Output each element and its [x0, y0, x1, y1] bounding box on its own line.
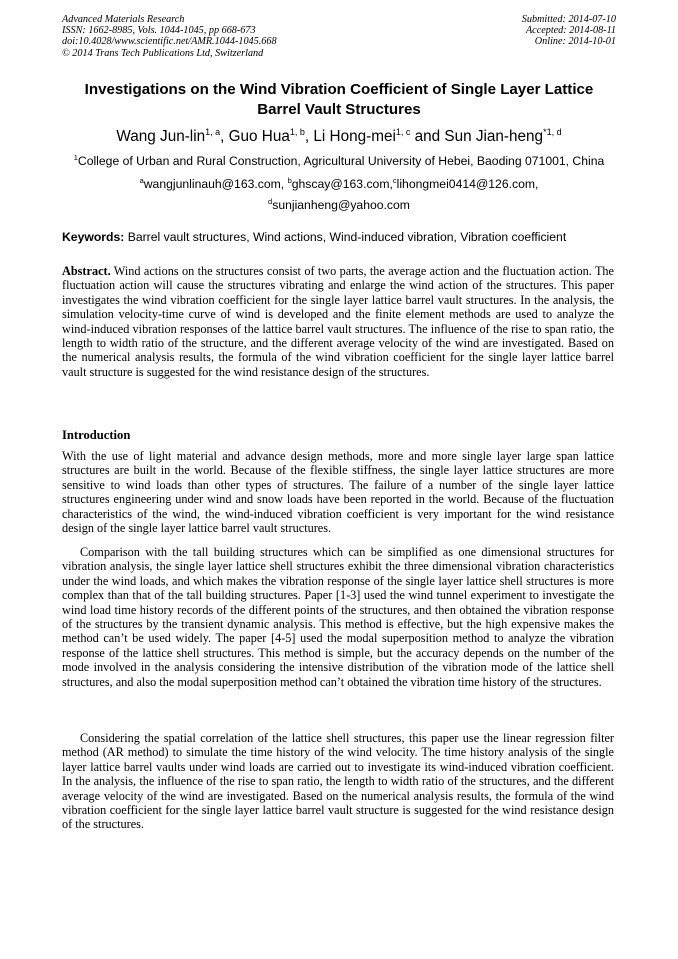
- author-list: [20, 122, 658, 147]
- abstract-line: different average velocity of the wind are investigated. Based on the numerical analysis results, the: [62, 336, 614, 365]
- intro-paragraph-2: [62, 545, 614, 689]
- paragraph-line: structures, and also the modal superposition method can’t obtained the vibration time history of the: [62, 674, 548, 689]
- title-line: Barrel Vault Structures: [257, 100, 421, 118]
- accepted-date: Accepted: 2014-08-11: [525, 25, 616, 37]
- paragraph-line: is very important for the wind resistance design of the single layer lattice barrel vault structures.: [62, 506, 615, 536]
- paragraph-line: characteristics under the wind loads, and which makes the vibration response of the single layer: [62, 559, 615, 588]
- paragraph-line: Comparison with the tall building structures which can be simplified as one dimensional structures: [80, 545, 595, 559]
- author-affil-sup: 1, b: [289, 127, 305, 137]
- paragraph-line: in the analysis considering the intensive distribution of the vibration mode of the lattice shell: [140, 660, 615, 675]
- keywords: [62, 229, 622, 245]
- journal-info-line: Advanced Materials Research: [62, 14, 185, 25]
- journal-info-line: ISSN: 1662-8985, Vols. 1044-1045, pp 668-673: [62, 25, 256, 37]
- author-affil-sup: 1, c: [395, 127, 411, 137]
- journal-info-line: doi:10.4028/www.scientific.net/AMR.1044-1045.668: [62, 36, 277, 48]
- paragraph-line: The paper [4-5] used the modal superposition method to analyze the vibration response of the lattice: [62, 631, 614, 660]
- paragraph-line: shell structures. This method is simple, but the accuracy depends on the number of the mode involved: [62, 645, 614, 675]
- paper-title: [40, 80, 638, 119]
- paragraph-line: Considering the spatial correlation of the lattice shell structures, this paper use the linear: [80, 731, 531, 745]
- email-address[interactable]: lihongmei0414@126.com,: [396, 177, 539, 191]
- paragraph-line: history analysis of the single layer lattice barrel vaults under wind loads are carried out to investigate: [62, 745, 614, 774]
- paragraph-line: lattice shell structures is more complex than that of the tall building structures. Paper [1-3] used the: [62, 573, 614, 603]
- paragraph-line: regression filter method (AR method) to simulate the time history of the wind velocity. The time: [62, 731, 615, 760]
- author-affil-sup: 1, a: [205, 127, 221, 137]
- abstract-line: element methods are used to analyze the wind-induced vibration responses of the lattice barrel vault: [62, 307, 614, 336]
- paragraph-line: the single layer lattice structures engineering under wind and snow loads have been reported in the: [62, 477, 614, 507]
- abstract: [62, 264, 614, 379]
- title-line: Investigations on the Wind Vibration Coefficient of Single Layer Lattice: [84, 81, 594, 98]
- abstract-line: vault structures. In the analysis, the simulation velocity-time curve of wind is developed and the finite: [62, 292, 614, 322]
- paragraph-line: With the use of light material and advance design methods, more and more single layer large span: [62, 449, 579, 463]
- email-sup: d: [268, 197, 273, 206]
- paragraph-line: Based on the numerical analysis results, the formula of the wind vibration coefficient for the single: [62, 788, 615, 818]
- keywords-text: Barrel vault structures, Wind actions, Wind-induced vibration, Vibration coefficient: [124, 230, 567, 244]
- section-heading: Introduction: [62, 428, 131, 442]
- journal-info: [62, 14, 277, 59]
- email-address[interactable]: wangjunlinauh@163.com,: [143, 177, 288, 191]
- email-sup: b: [287, 176, 292, 185]
- author-separator: ,: [220, 128, 229, 145]
- affiliation: [20, 150, 658, 169]
- paragraph-line: structures, and then obtained the vibration response of the structures by the transient dynamic: [62, 602, 614, 632]
- paragraph-line: structures are more sensitive to wind loads than other types of structures. The failure of a number of: [62, 463, 615, 492]
- abstract-line: structures. This paper investigates the wind vibration coefficient for the single layer lattice barrel: [62, 278, 615, 307]
- keywords-label: Keywords:: [62, 230, 125, 244]
- abstract-line: for the wind resistance design of the structures.: [198, 364, 430, 379]
- abstract-label: Abstract.: [62, 264, 111, 278]
- journal-info-line: © 2014 Trans Tech Publications Ltd, Switzerland: [62, 47, 264, 59]
- abstract-line: structures. The influence of the rise to span ratio, the length to width ratio of the structure, and the: [62, 321, 615, 351]
- email-sup: c: [392, 176, 397, 185]
- paragraph-line: lattice structures are built in the world. Because of the flexible stiffness, the single layer lattice: [62, 449, 614, 478]
- paragraph-line: layer lattice barrel vault structure is suggested for the wind resistance design of the structures.: [62, 803, 614, 832]
- email-sup: a: [139, 176, 144, 185]
- online-date: Online: 2014-10-01: [534, 36, 616, 48]
- email-line: [20, 194, 658, 213]
- paragraph-line: structures.: [551, 674, 602, 689]
- affiliation-sup: 1: [73, 153, 78, 162]
- author-name: Sun Jian-heng: [444, 128, 544, 145]
- author-name: Guo Hua: [228, 128, 290, 145]
- author-affil-sup: 1, d: [546, 127, 562, 137]
- abstract-line: Wind actions on the structures consist of two parts, the average action and the fluctuation: [110, 264, 556, 278]
- affiliation-text: College of Urban and Rural Construction, Agricultural University of Hebei, Baoding 071001, China: [77, 154, 605, 168]
- author-name: Li Hong-mei: [313, 128, 396, 145]
- paragraph-line: wind tunnel experiment to investigate the wind load time history records of the different points of the: [62, 588, 615, 617]
- abstract-line: formula of the wind vibration coefficient for the single layer lattice barrel vault structure is suggested: [62, 350, 615, 379]
- abstract-line: action. The fluctuation action will cause the structures vibrating and enlarge the wind action of the: [62, 264, 614, 293]
- paragraph-line: world. Because of the fluctuation characteristics of the wind, the wind-induced vibration coefficient: [62, 492, 614, 521]
- submitted-date: Submitted: 2014-07-10: [521, 14, 616, 25]
- email-address[interactable]: sunjianheng@yahoo.com: [272, 198, 410, 212]
- corresponding-author-star: *: [543, 127, 547, 137]
- email-line: [20, 173, 658, 192]
- paragraph-line: analysis. This method is effective, but the high expensive makes the method can’t be used widely.: [62, 617, 614, 646]
- paragraph-line: for vibration analysis, the single layer lattice shell structures exhibit the three dimensional vibration: [62, 545, 615, 574]
- paragraph-line: its wind-induced vibration coefficient. In the analysis, the influence of the rise to span ratio, the: [62, 759, 614, 789]
- intro-paragraph-1: [62, 449, 614, 535]
- author-separator: and: [410, 128, 445, 145]
- email-address[interactable]: ghscay@163.com,: [291, 177, 393, 191]
- paragraph-line: length to width ratio of the structures, and the different average velocity of the wind are investigated.: [62, 774, 614, 803]
- author-name: Wang Jun-lin: [116, 128, 206, 145]
- author-separator: ,: [304, 128, 314, 145]
- intro-paragraph-3: [62, 731, 614, 832]
- submission-dates: [522, 14, 616, 48]
